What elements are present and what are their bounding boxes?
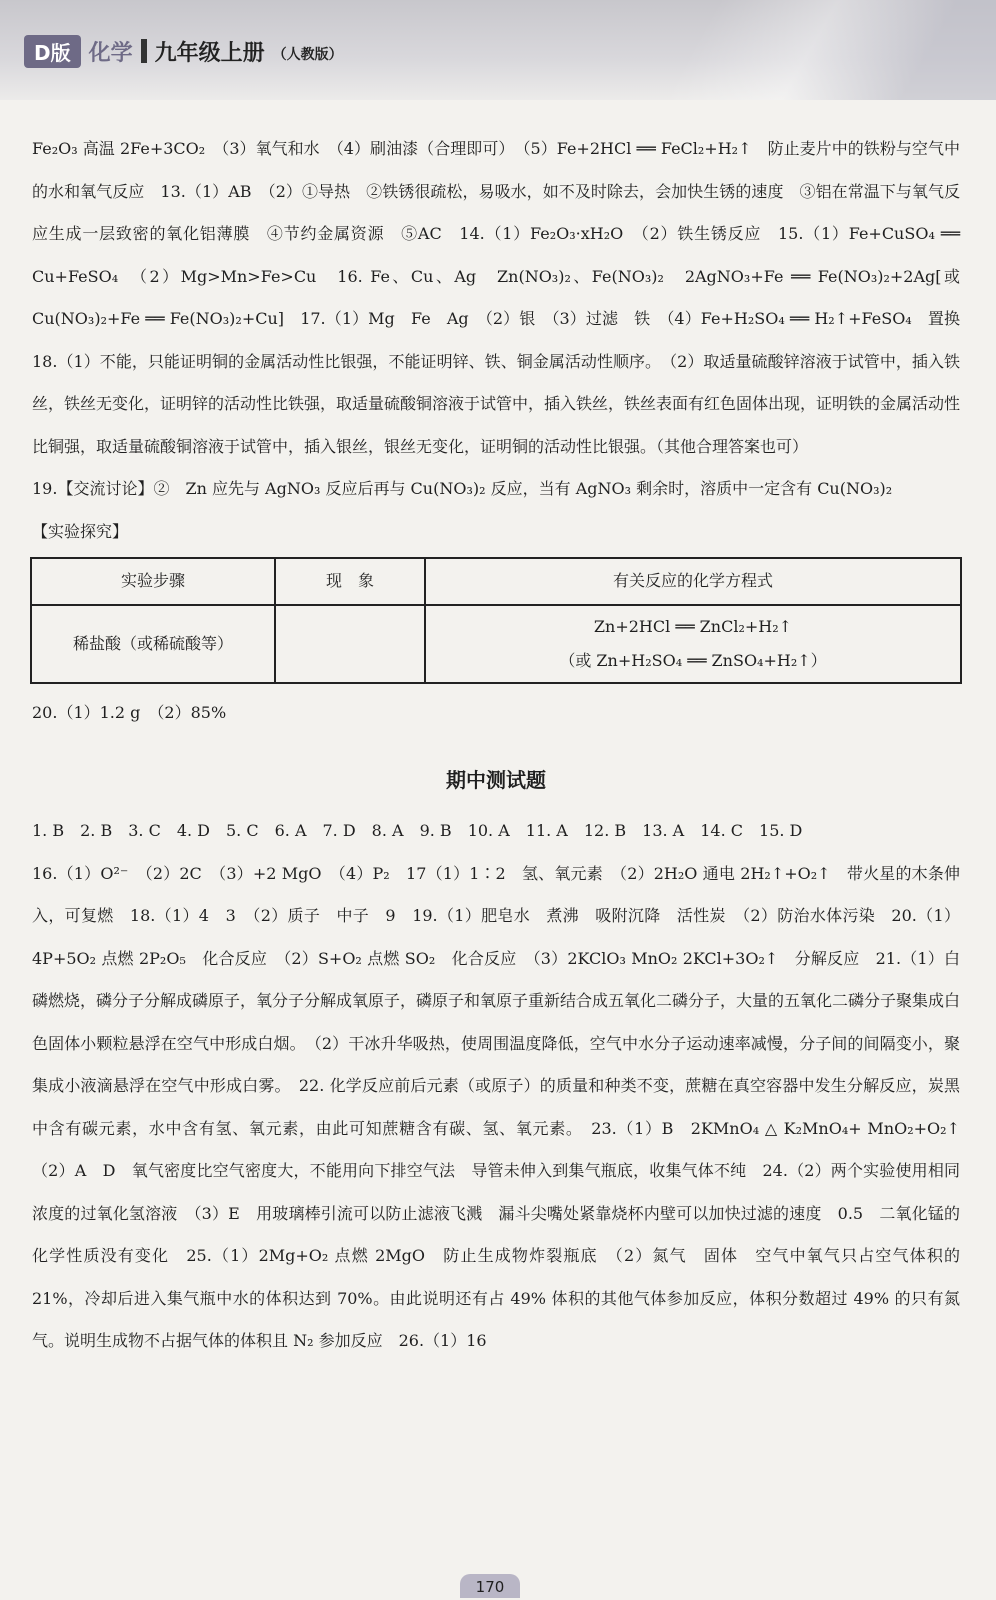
- equation-cell: [425, 605, 961, 683]
- answer-paragraph: 20.（1）1.2 g （2）85%: [32, 702, 227, 722]
- subject-label: 化学: [88, 40, 133, 66]
- page-header: [24, 34, 343, 68]
- step-cell: 稀盐酸（或稀硫酸等）: [31, 605, 275, 683]
- grade-label: 九年级上册: [154, 40, 265, 66]
- answer-paragraph: Fe₂O₃ 高温 2Fe+3CO₂ （3）氧气和水 （4）刷油漆（合理即可） （5）Fe+2HCl ══ FeCl₂+H₂↑ 防止麦片中的铁粉与空气中的水和氧气反应 13.（1）AB （2）①导热 ②铁锈很疏松，易吸水，如不及时除去，会加快生锈的速度 ③铝在常温下与氧气反应生成一层致密的氧化铝薄膜 ④节约金属资源 ⑤AC 14.（1）Fe₂O₃·xH₂O （2）铁生锈反应 15.（1）Fe+CuSO₄ ══ Cu+FeSO₄ （2）Mg>Mn>Fe>Cu 16. Fe、Cu、Ag Zn(NO₃)₂、Fe(NO₃)₂ 2AgNO₃+Fe ══ Fe(NO₃)₂+2Ag[或Cu(NO₃)₂+Fe ══ Fe(NO₃)₂+Cu] 17.（1）Mg Fe Ag （2）银 （3）过滤 铁 （4）Fe+H₂SO₄ ══ H₂↑+FeSO₄ 置换 18.（1）不能，只能证明铜的金属活动性比银强，不能证明锌、铁、铜金属活动性顺序。 （2）取适量硫酸锌溶液于试管中，插入铁丝，铁丝无变化，证明锌的活动性比铁强，取适量硫酸铜溶液于试管中，插入铁丝，铁丝表面有红色固体出现，证明铁的金属活动性比铜强，取适量硫酸铜溶液于试管中，插入银丝，银丝无变化，证明铜的活动性比银强。（其他合理答案也可）: [32, 139, 977, 456]
- answer-content: [32, 128, 977, 1363]
- equation-line: Zn+2HCl ══ ZnCl₂+H₂↑: [593, 616, 793, 636]
- column-header: 现 象: [275, 558, 425, 605]
- publisher-edition: （人教版）: [272, 47, 343, 63]
- equation-line: （或 Zn+H₂SO₄ ══ ZnSO₄+H₂↑）: [559, 650, 827, 670]
- edition-badge: D版: [24, 35, 81, 68]
- phenomenon-cell: [275, 605, 425, 683]
- header-divider: [141, 39, 147, 63]
- experiment-label: 【实验探究】: [32, 521, 129, 541]
- experiment-table: [30, 557, 962, 684]
- choice-answers: 1. B 2. B 3. C 4. D 5. C 6. A 7. D 8. A 9. B 10. A 11. A 12. B 13. A 14. C 15. D: [32, 821, 803, 840]
- table-row: [31, 605, 961, 683]
- section-title: 期中测试题: [446, 768, 546, 792]
- header-decoration: [576, 0, 996, 100]
- answer-paragraph: 16.（1）O²⁻ （2）2C （3）+2 MgO （4）P₂ 17（1）1∶2 氢、氧元素 （2）2H₂O 通电 2H₂↑+O₂↑ 带火星的木条伸入，可复燃 18.（1）4 3 （2）质子 中子 9 19.（1）肥皂水 煮沸 吸附沉降 活性炭 （2）防治水体污染 20.（1）4P+5O₂ 点燃 2P₂O₅ 化合反应 （2）S+O₂ 点燃 SO₂ 化合反应 （3）2KClO₃ MnO₂ 2KCl+3O₂↑ 分解反应 21.（1）白磷燃烧，磷分子分解成磷原子，氧分子分解成氧原子，磷原子和氧原子重新结合成五氧化二磷分子，大量的五氧化二磷分子聚集成白色固体小颗粒悬浮在空气中形成白烟。 （2）干冰升华吸热，使周围温度降低，空气中水分子运动速率减慢，分子间的间隔变小，聚集成小液滴悬浮在空气中形成白雾。 22. 化学反应前后元素（或原子）的质量和种类不变，蔗糖在真空容器中发生分解反应，炭黑中含有碳元素，水中含有氢、氧元素，由此可知蔗糖含有碳、氢、氧元素。 23.（1）B 2KMnO₄ △ K₂MnO₄+ MnO₂+O₂↑ （2）A D 氧气密度比空气密度大，不能用向下排空气法 导管未伸入到集气瓶底，收集气体不纯 24.（2）两个实验使用相同浓度的过氧化氢溶液 （3）E 用玻璃棒引流可以防止滤液飞溅 漏斗尖嘴处紧靠烧杯内壁可以加快过滤的速度 0.5 二氧化锰的化学性质没有变化 25.（1）2Mg+O₂ 点燃 2MgO 防止生成物炸裂瓶底 （2）氮气 固体 空气中氧气只占空气体积的 21%，冷却后进入集气瓶中水的体积达到 70%。由此说明还有占 49% 体积的其他气体参加反应，体积分数超过 49% 的只有氮气。说明生成物不占据气体的体积且 N₂ 参加反应 26.（1）16: [32, 863, 977, 1350]
- column-header: 有关反应的化学方程式: [425, 558, 961, 605]
- answer-paragraph: 19.【交流讨论】② Zn 应先与 AgNO₃ 反应后再与 Cu(NO₃)₂ 反应，当有 AgNO₃ 剩余时，溶质中一定含有 Cu(NO₃)₂: [32, 479, 893, 498]
- table-header-row: [31, 558, 961, 605]
- page-number: 170: [460, 1574, 520, 1598]
- column-header: 实验步骤: [31, 558, 275, 605]
